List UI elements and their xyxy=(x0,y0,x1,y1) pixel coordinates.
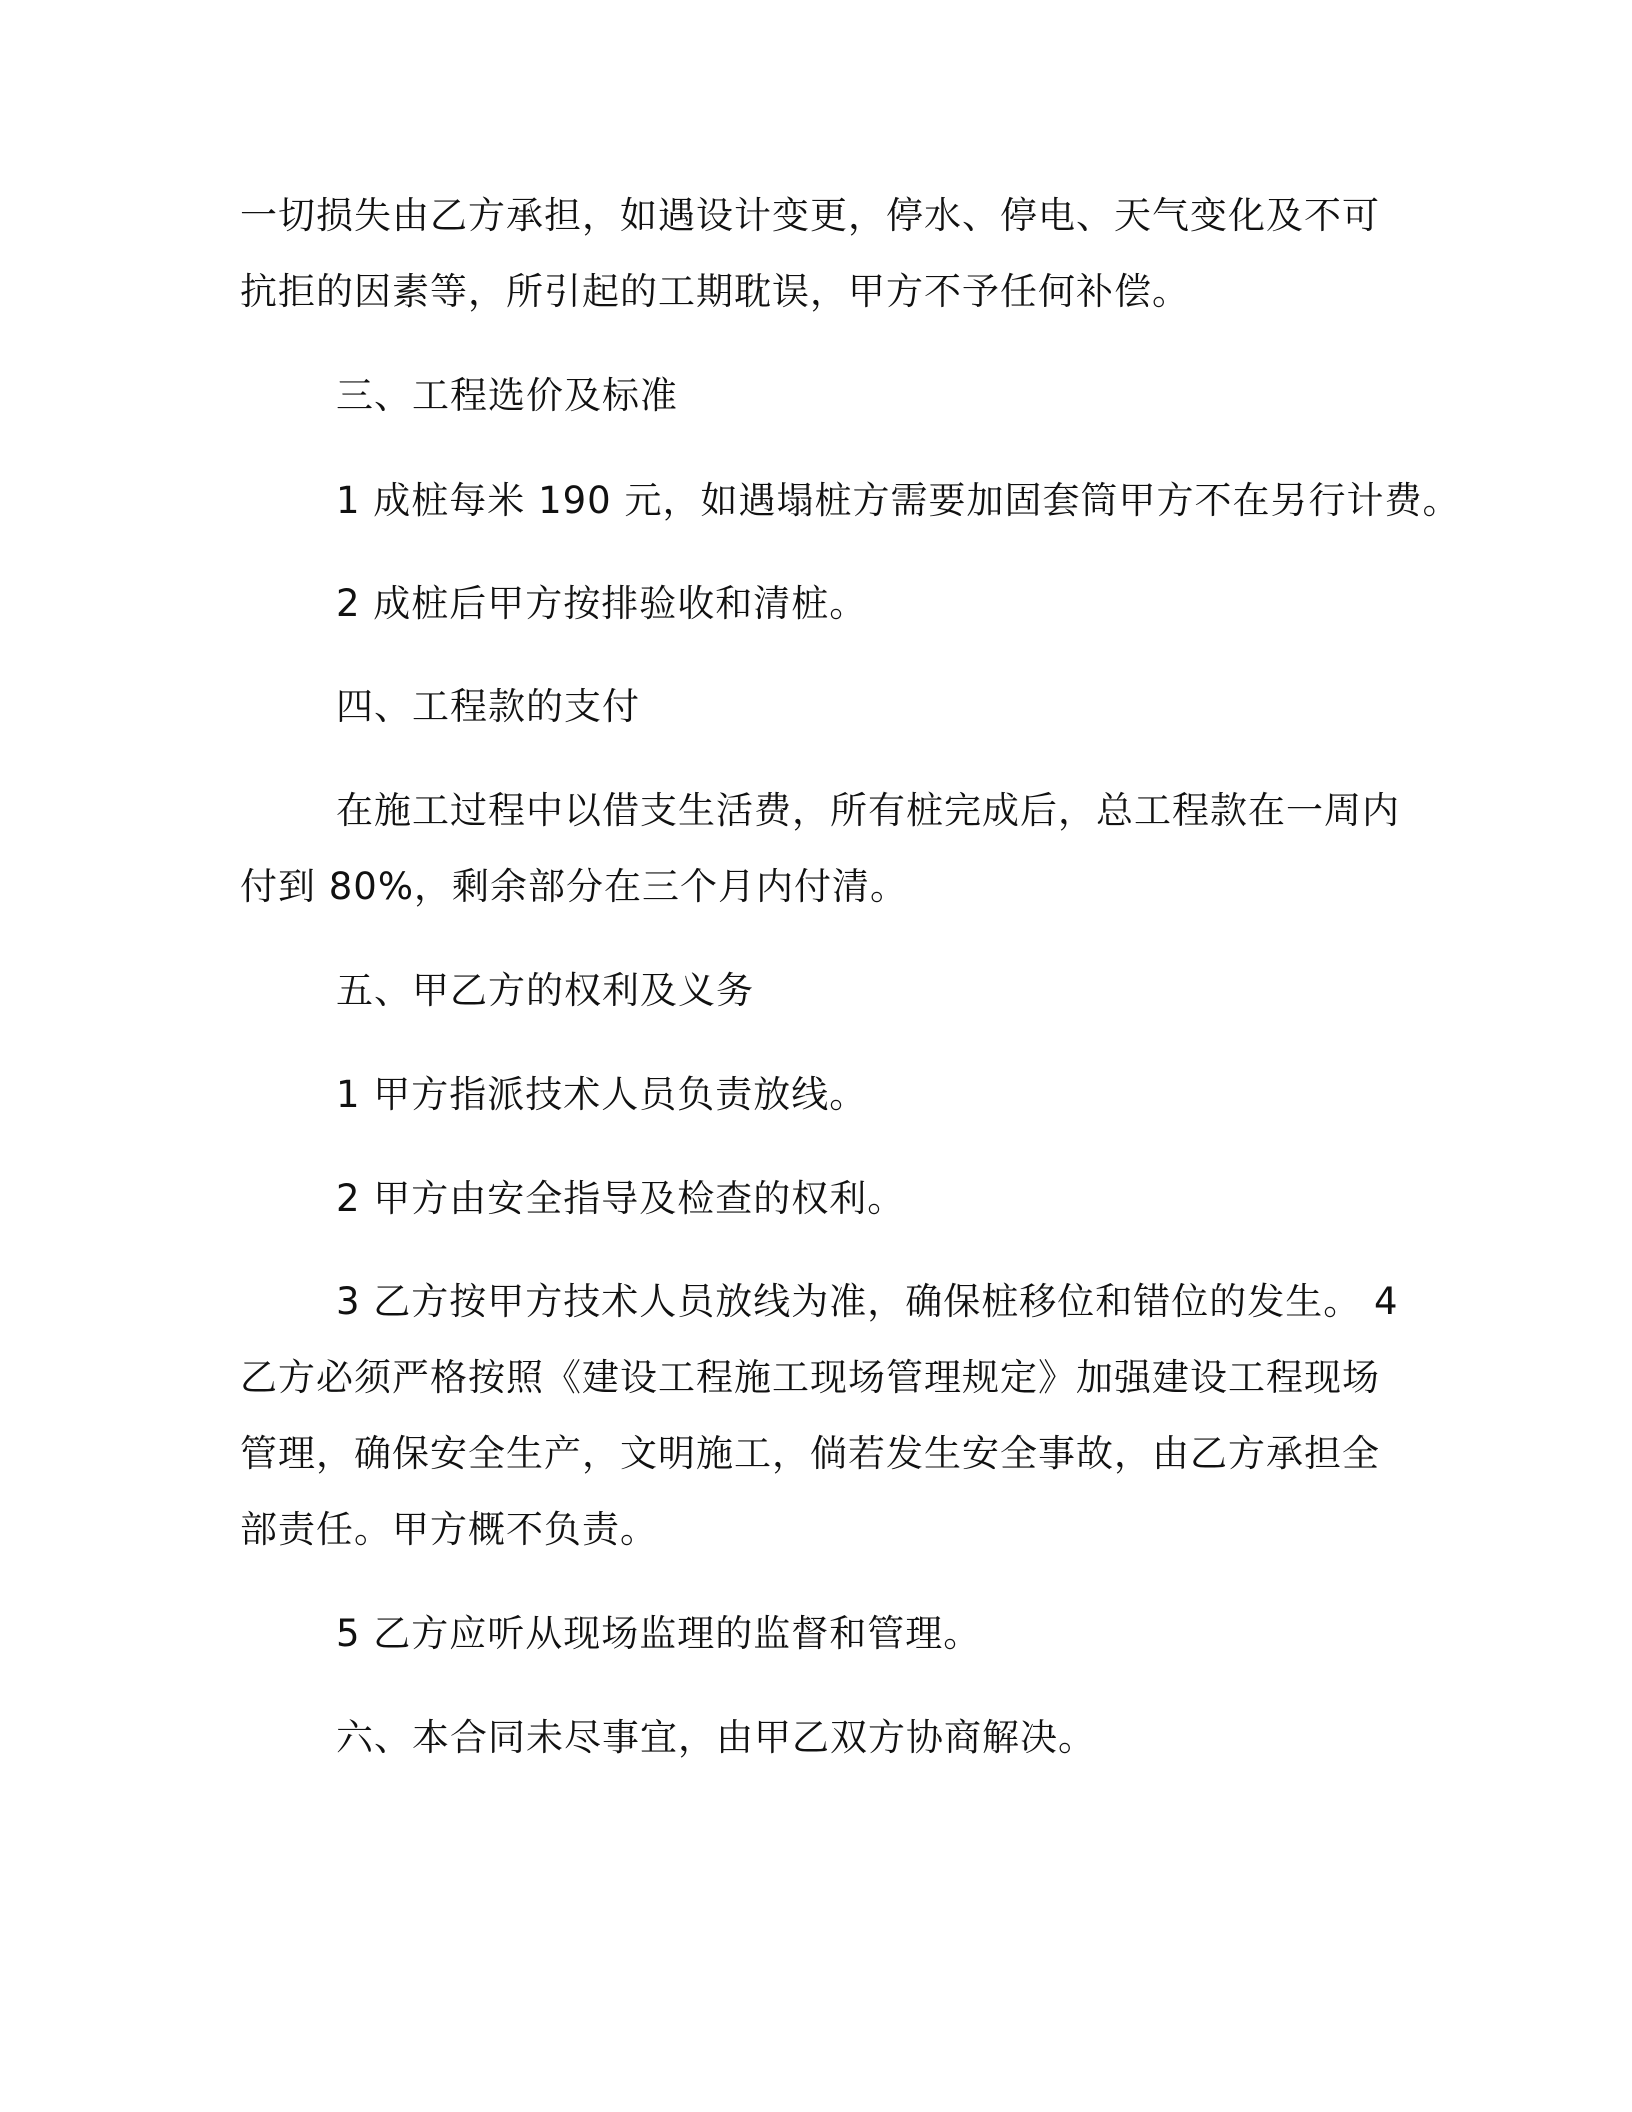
section-heading-5: 五、甲乙方的权利及义务 xyxy=(336,969,754,1012)
clause-5-4: 乙方必须严格按照《建设工程施工现场管理规定》加强建设工程现场 xyxy=(240,1356,1380,1399)
clause-3-1: 1 成桩每米 190 元，如遇塌桩方需要加固套筒甲方不在另行计费。 xyxy=(336,479,1461,522)
clause-5-2: 2 甲方由安全指导及检查的权利。 xyxy=(336,1177,906,1220)
paragraph-line: 部责任。甲方概不负责。 xyxy=(240,1508,658,1551)
clause-5-3: 3 乙方按甲方技术人员放线为准，确保桩移位和错位的发生。 4 xyxy=(336,1280,1399,1323)
clause-3-2: 2 成桩后甲方按排验收和清桩。 xyxy=(336,582,868,625)
section-heading-4: 四、工程款的支付 xyxy=(336,685,640,728)
clause-5-1: 1 甲方指派技术人员负责放线。 xyxy=(336,1073,868,1116)
section-heading-6: 六、本合同未尽事宜，由甲乙双方协商解决。 xyxy=(336,1716,1096,1759)
section-heading-3: 三、工程选价及标准 xyxy=(336,374,678,417)
paragraph-line: 在施工过程中以借支生活费，所有桩完成后，总工程款在一周内 xyxy=(336,789,1400,832)
clause-5-5: 5 乙方应听从现场监理的监督和管理。 xyxy=(336,1612,982,1655)
paragraph-line: 抗拒的因素等，所引起的工期耽误，甲方不予任何补偿。 xyxy=(240,270,1190,313)
paragraph-line: 管理，确保安全生产，文明施工，倘若发生安全事故，由乙方承担全 xyxy=(240,1432,1380,1475)
paragraph-line: 付到 80%，剩余部分在三个月内付清。 xyxy=(240,865,908,908)
paragraph-line: 一切损失由乙方承担，如遇设计变更，停水、停电、天气变化及不可 xyxy=(240,194,1380,237)
